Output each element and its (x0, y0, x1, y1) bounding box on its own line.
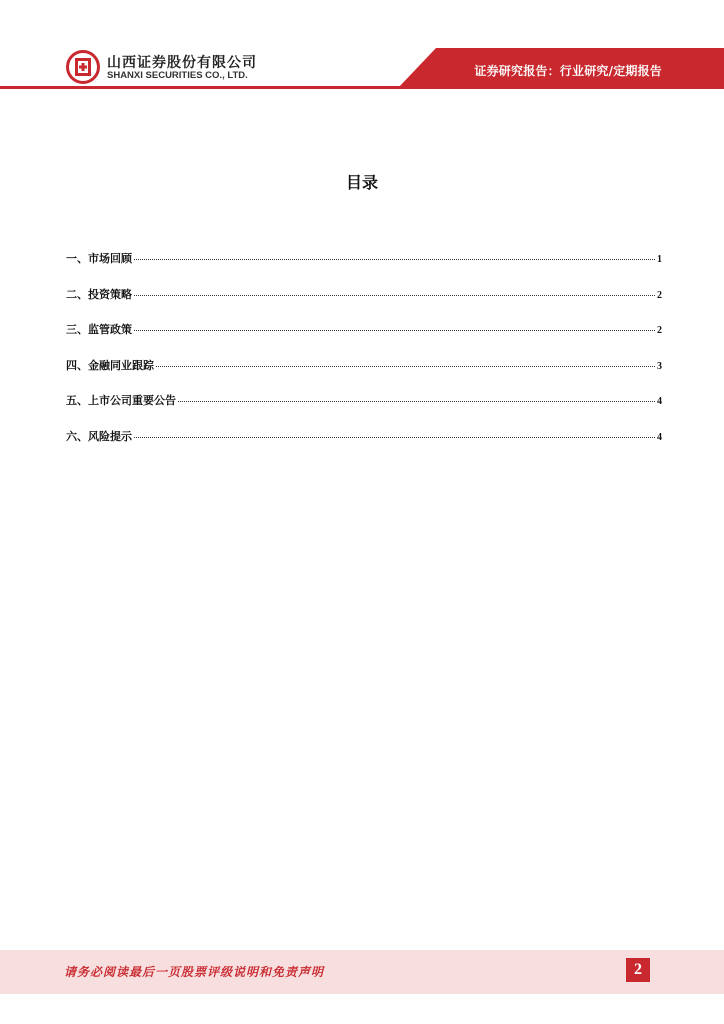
toc-entry-label: 四、金融同业跟踪 (66, 358, 154, 372)
toc-entry-label: 五、上市公司重要公告 (66, 394, 176, 407)
toc-entry[interactable] (66, 321, 662, 357)
report-type-label: 证券研究报告：行业研究/定期报告 (474, 64, 662, 78)
toc-entry[interactable] (66, 286, 662, 322)
toc-entry[interactable] (66, 357, 662, 393)
toc-entry-page: 3 (657, 360, 662, 372)
toc-leader-dots (156, 365, 655, 367)
toc-leader-dots (134, 329, 655, 331)
toc-leader-dots (134, 294, 655, 296)
toc-leader-dots (134, 436, 655, 438)
toc-entry-page: 4 (657, 396, 662, 407)
toc-entry-page: 2 (657, 289, 662, 301)
toc-entry-page: 4 (657, 431, 662, 443)
toc-entry-label: 六、风险提示 (66, 429, 132, 443)
company-name-cn: 山西证券股份有限公司 (107, 55, 257, 71)
table-of-contents (66, 250, 662, 463)
toc-entry-label: 三、监管政策 (66, 323, 132, 336)
toc-entry-label: 一、市场回顾 (66, 252, 132, 265)
toc-entry-page: 1 (657, 254, 662, 265)
toc-leader-dots (134, 258, 655, 260)
company-name-en: SHANXI SECURITIES CO., LTD. (107, 70, 248, 81)
toc-entry[interactable] (66, 392, 662, 428)
footer-disclaimer: 请务必阅读最后一页股票评级说明和免责声明 (64, 965, 325, 979)
shanxi-securities-logo-icon (66, 50, 100, 84)
header-divider (0, 86, 724, 89)
toc-title: 目录 (345, 173, 378, 192)
toc-entry-label: 二、投资策略 (66, 287, 132, 301)
page-number-badge: 2 (626, 958, 650, 982)
toc-entry[interactable] (66, 428, 662, 464)
toc-entry-page: 2 (657, 325, 662, 336)
toc-leader-dots (178, 400, 655, 402)
page-header (0, 0, 724, 92)
toc-entry[interactable] (66, 250, 662, 286)
